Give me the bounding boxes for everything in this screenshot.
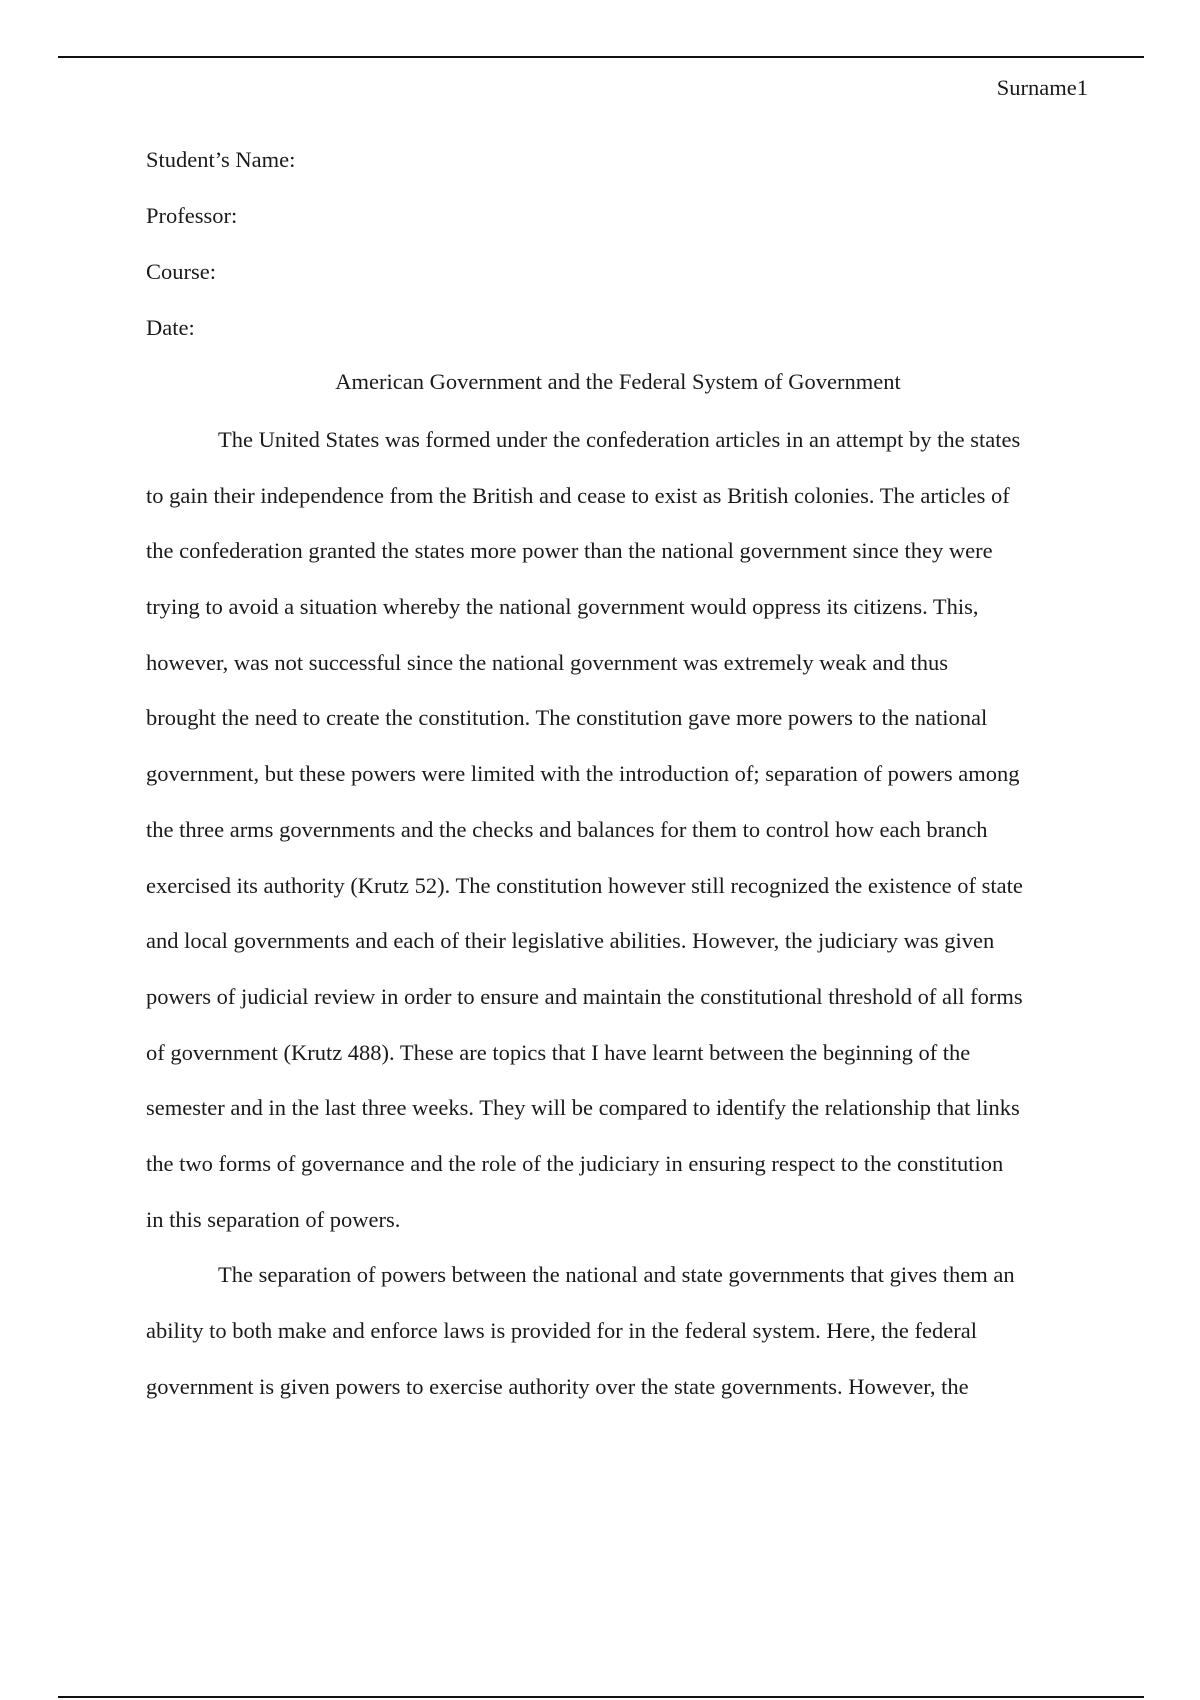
text-line: the three arms governments and the checks and balances for them to control how each branch (146, 816, 988, 842)
text-line: ability to both make and enforce laws is provided for in the federal system. Here, the federal (146, 1318, 977, 1343)
bottom-page-border (58, 1696, 1144, 1698)
text-line: trying to avoid a situation whereby the national government would oppress its citizens. This, (146, 594, 979, 620)
text-line: government is given powers to exercise authority over the state governments. However, the (146, 1373, 969, 1399)
text-line: semester and in the last three weeks. They will be compared to identify the relationship that links (146, 1095, 1020, 1121)
text-line: the two forms of governance and the role of the judiciary in ensuring respect to the constitution (146, 1150, 1004, 1176)
text-line: in this separation of powers. (146, 1206, 401, 1232)
student-info-block (146, 144, 1090, 368)
text-line: The separation of powers between the national and state governments that gives them an (218, 1262, 1015, 1288)
text-line: government, but these powers were limited with the introduction of; separation of powers among (146, 761, 1020, 787)
text-line: The United States was formed under the confederation articles in an attempt by the states (218, 427, 1021, 452)
text-line: to gain their independence from the British and cease to exist as British colonies. The articles of (146, 482, 1010, 508)
professor-line: Professor: (146, 203, 238, 228)
student-name-line: Student’s Name: (146, 147, 296, 172)
text-line: and local governments and each of their legislative abilities. However, the judiciary was given (146, 928, 995, 954)
text-line: however, was not successful since the national government was extremely weak and thus (146, 649, 948, 675)
text-line: brought the need to create the constitution. The constitution gave more powers to the national (146, 705, 988, 731)
running-head: Surname1 (996, 75, 1088, 100)
text-line: exercised its authority (Krutz 52). The constitution however still recognized the existence of state (146, 872, 1023, 898)
paragraph-1 (146, 424, 1090, 1259)
text-line: powers of judicial review in order to ensure and maintain the constitutional threshold of all forms (146, 983, 1023, 1009)
course-line: Course: (146, 259, 216, 284)
paragraph-2 (146, 1259, 1090, 1426)
document-title: American Government and the Federal System of Government (335, 369, 901, 394)
text-line: of government (Krutz 488). These are topics that I have learnt between the beginning of the (146, 1039, 971, 1065)
top-page-border (58, 56, 1144, 58)
date-line: Date: (146, 315, 195, 340)
text-line: the confederation granted the states more power than the national government since they were (146, 538, 993, 564)
document-body (146, 424, 1090, 1426)
